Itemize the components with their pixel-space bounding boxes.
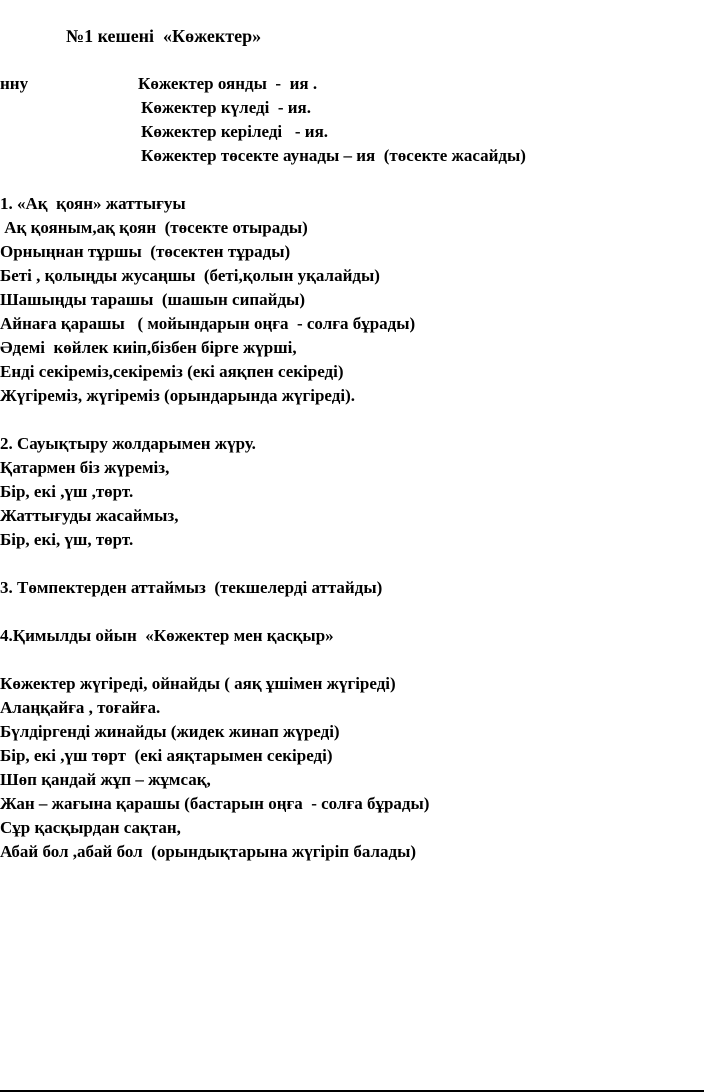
- section-1-line: Енді секіреміз,секіреміз (екі аяқпен секіреді): [0, 362, 344, 381]
- section-3-heading: 3. Төмпектерден аттаймыз (текшелерді аттайды): [0, 578, 383, 597]
- section-2-line: Жаттығуды жасаймыз,: [0, 506, 179, 525]
- section-2-heading: 2. Сауықтыру жолдарымен жүру.: [0, 434, 256, 453]
- intro-line: Көжектер оянды - ия .: [138, 74, 318, 93]
- section-1-line: Әдемі көйлек киіп,бізбен бірге жүрші,: [0, 338, 297, 357]
- section-1-line: Жүгіреміз, жүгіреміз (орындарында жүгіреді).: [0, 386, 355, 405]
- section-4-line: Бүлдіргенді жинайды (жидек жинап жүреді): [0, 722, 340, 741]
- section-1-heading: 1. «Ақ қоян» жаттығуы: [0, 194, 186, 213]
- section-4-line: Сұр қасқырдан сақтан,: [0, 818, 181, 837]
- section-4-line: Жан – жағына қарашы (бастарын оңға - солға бұрады): [0, 794, 430, 813]
- section-1-line: Айнаға қарашы ( мойындарын оңға - солға бұрады): [0, 314, 416, 333]
- section-4-heading: 4.Қимылды ойын «Көжектер мен қасқыр»: [0, 626, 334, 645]
- section-4-line: Абай бол ,абай бол (орындықтарына жүгіріп балады): [0, 842, 417, 861]
- intro-line: Көжектер күледі - ия.: [141, 98, 311, 117]
- intro-fragment: нну: [0, 74, 29, 93]
- intro-line: Көжектер керіледі - ия.: [141, 122, 329, 141]
- section-2-line: Қатармен біз жүреміз,: [0, 458, 170, 477]
- section-1-line: Шашыңды тарашы (шашын сипайды): [0, 290, 305, 309]
- section-4-line: Шөп қандай жұп – жұмсақ,: [0, 770, 211, 789]
- document-title: №1 кешені «Көжектер»: [66, 26, 262, 46]
- intro-line: Көжектер төсекте аунады – ия (төсекте жасайды): [141, 146, 526, 165]
- section-2-line: Бір, екі, үш, төрт.: [0, 530, 134, 549]
- section-1-line: Беті , қолыңды жусаңшы (беті,қолын уқалайды): [0, 266, 380, 285]
- section-4-line: Көжектер жүгіреді, ойнайды ( аяқ ұшімен жүгіреді): [0, 674, 396, 693]
- section-4-line: Бір, екі ,үш төрт (екі аяқтарымен секіреді): [0, 746, 333, 765]
- section-1-line: Ақ қояным,ақ қоян (төсекте отырады): [0, 218, 308, 237]
- section-1-line: Орныңнан тұршы (төсектен тұрады): [0, 242, 291, 261]
- section-2-line: Бір, екі ,үш ,төрт.: [0, 482, 134, 501]
- section-4-line: Алаңқайға , тоғайға.: [0, 698, 161, 717]
